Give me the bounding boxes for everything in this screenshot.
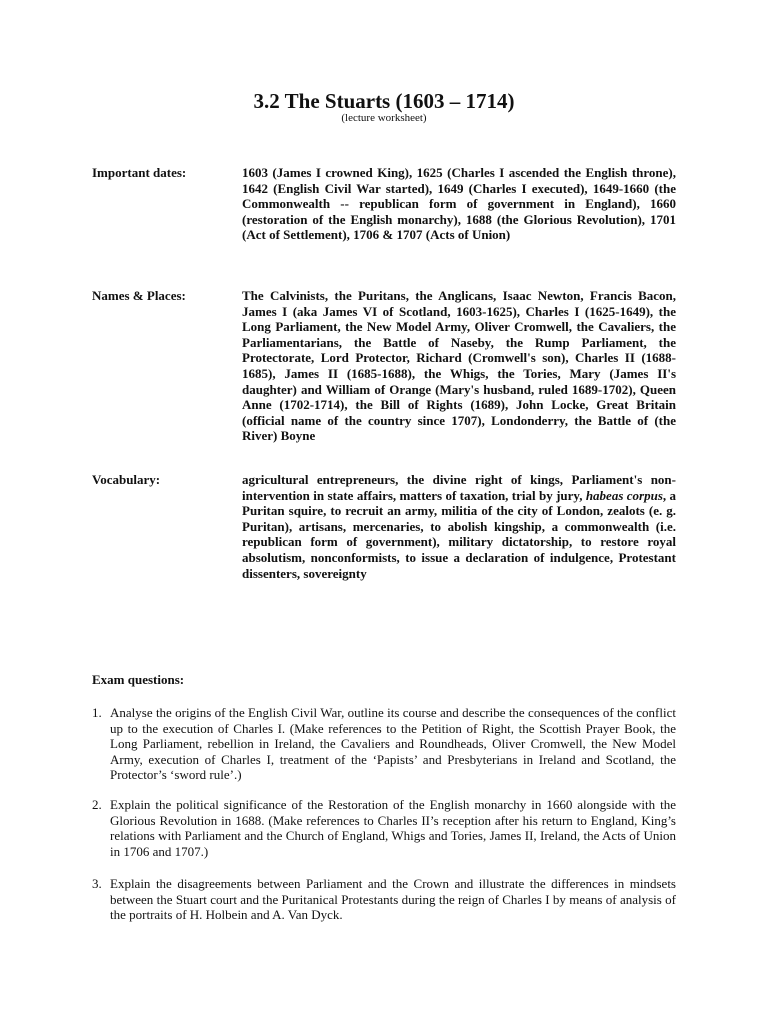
dates-label: Important dates: (92, 165, 187, 180)
page-title: 3.2 The Stuarts (1603 – 1714) (253, 89, 515, 113)
question-text: Explain the political significance of the Restoration of the English monarchy in 1660 alongside with the Glorious Revolution in 1688. (Make references to Charles II’s reception after his return to England, King’s relations with Parliament and the Church of England, Whigs and Tories, James II, Ireland, the Acts of Union in 1706 and 1707.) (110, 797, 676, 859)
question-text: Analyse the origins of the English Civil War, outline its course and describe the consequences of the conflict up to the execution of Charles I. (Make references to the Petition of Right, the Scottish Prayer Book, the Long Parliament, rebellion in Ireland, the Cavaliers and Roundheads, Oliver Cromwell, the New Model Army, execution of Charles I, treatment of the ‘Papists’ and Presbyterians in Ireland and Scotland, the Protector’s ‘sword rule’.) (110, 705, 676, 783)
exam-question-1 (92, 705, 676, 783)
question-text: Explain the disagreements between Parliament and the Crown and illustrate the differences in mindsets between the Stuart court and the Puritanical Protestants during the reign of Charles I by means of analysis of the portraits of H. Holbein and A. Van Dyck. (110, 876, 676, 923)
names-places-label: Names & Places: (92, 288, 186, 303)
page-subtitle: (lecture worksheet) (341, 112, 427, 124)
vocabulary-label: Vocabulary: (92, 472, 161, 487)
exam-question-3 (92, 876, 676, 923)
exam-questions-heading: Exam questions: (92, 672, 185, 687)
dates-text: 1603 (James I crowned King), 1625 (Charles I ascended the English throne), 1642 (English Civil War started), 1649 (Charles I executed), 1649-1660 (the Commonwealth -- republican form of government in England), 1660 (restoration of the English monarchy), 1688 (the Glorious Revolution), 1701 (Act of Settlement), 1706 & 1707 (Acts of Union) (242, 165, 676, 243)
vocabulary-italic-term: habeas corpus (585, 487, 663, 503)
vocabulary-text (242, 472, 676, 581)
names-places-text: The Calvinists, the Puritans, the Anglicans, Isaac Newton, Francis Bacon, James I (aka James VI of Scotland, 1603-1625), Charles I (1625-1649), the Long Parliament, the New Model Army, Oliver Cromwell, the Cavaliers, the Parliamentarians, the Battle of Naseby, the Rump Parliament, the Protectorate, Lord Protector, Richard (Cromwell's son), Charles II (1688-1685), James II (1685-1688), the Whigs, the Tories, Mary (James II's daughter) and William of Orange (Mary's husband, ruled 1689-1702), Queen Anne (1702-1714), the Bill of Rights (1689), John Locke, Great Britain (official name of the country since 1707), Londonderry, the Battle of (the River) Boyne (242, 288, 676, 444)
question-number: 2. (92, 797, 102, 812)
question-number: 1. (92, 705, 102, 720)
vocabulary-text-part-1: agricultural entrepreneurs, the divine right of kings, Parliament's non-intervention in state affairs, matters of taxation, trial by jury, (242, 472, 676, 503)
vocabulary-text-part-2: , a Puritan squire, to recruit an army, militia of the city of London, zealots (e. g. Puritan), artisans, mercenaries, to abolish kingship, a commonwealth (i.e. republican form of government), military dictatorship, to restore royal absolutism, nonconformists, to issue a declaration of indulgence, Protestant dissenters, sovereignty (242, 487, 676, 581)
question-number: 3. (92, 876, 102, 891)
exam-question-2 (92, 797, 676, 859)
